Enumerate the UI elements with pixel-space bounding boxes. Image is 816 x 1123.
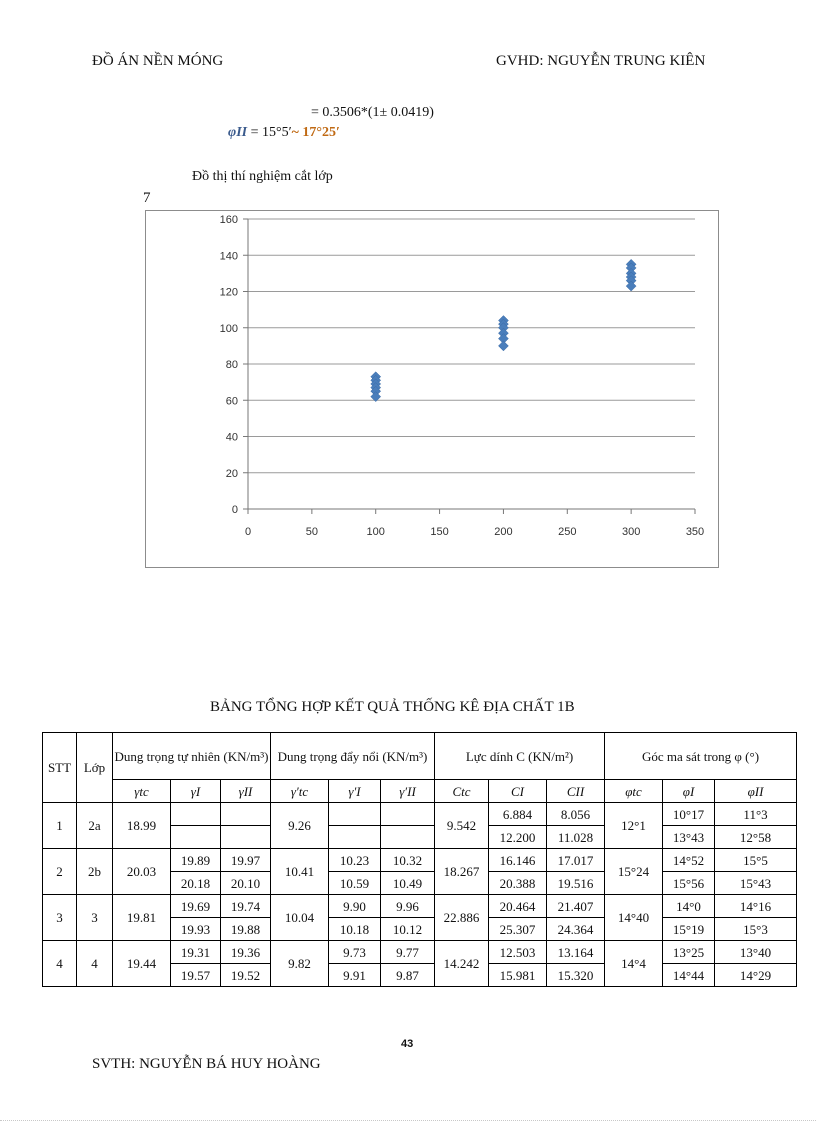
- cell-phi-ii: 12°58: [715, 826, 797, 849]
- cell-gamma-ii: [221, 826, 271, 849]
- cell-c-i: 15.981: [489, 964, 547, 987]
- cell-c-ii: 11.028: [547, 826, 605, 849]
- cell-stt: 1: [43, 803, 77, 849]
- cell-c-i: 25.307: [489, 918, 547, 941]
- cell-gamma-prime-tc: 9.82: [271, 941, 329, 987]
- cell-gamma-prime-ii: 10.49: [381, 872, 435, 895]
- page-number: 43: [401, 1038, 414, 1050]
- cell-c-tc: 9.542: [435, 803, 489, 849]
- layer-label: 7: [143, 190, 151, 206]
- cell-phi-tc: 14°40: [605, 895, 663, 941]
- cell-gamma-i: 19.93: [171, 918, 221, 941]
- cell-gamma-prime-i: 10.23: [329, 849, 381, 872]
- cell-lop: 2a: [77, 803, 113, 849]
- cell-gamma-prime-tc: 10.04: [271, 895, 329, 941]
- cell-phi-i: 15°56: [663, 872, 715, 895]
- subheader-c-ii: CII: [547, 780, 605, 803]
- cell-c-i: 20.388: [489, 872, 547, 895]
- subheader-gamma-tc: γtc: [113, 780, 171, 803]
- cell-phi-ii: 15°5: [715, 849, 797, 872]
- x-tick-label: 350: [685, 526, 705, 538]
- subheader-gamma-prime-i: γ′I: [329, 780, 381, 803]
- y-tick-label: 100: [219, 322, 238, 335]
- cell-gamma-prime-i: 9.73: [329, 941, 381, 964]
- cell-gamma-ii: 19.74: [221, 895, 271, 918]
- cell-c-ii: 8.056: [547, 803, 605, 826]
- cell-phi-ii: 15°3: [715, 918, 797, 941]
- page-bottom-divider: [0, 1120, 816, 1121]
- cell-gamma-prime-ii: [381, 803, 435, 826]
- cell-gamma-ii: [221, 803, 271, 826]
- y-tick-label: 140: [219, 250, 238, 263]
- header-left: ĐỒ ÁN NỀN MÓNG: [92, 53, 224, 69]
- cell-phi-i: 13°25: [663, 941, 715, 964]
- x-tick-label: 100: [366, 526, 385, 538]
- chart-frame: [145, 210, 719, 568]
- data-point: [498, 341, 508, 351]
- y-tick-label: 20: [225, 467, 238, 480]
- cell-gamma-i: [171, 826, 221, 849]
- formula-line-2: [228, 125, 340, 141]
- cell-gamma-prime-ii: 9.96: [381, 895, 435, 918]
- cell-c-ii: 19.516: [547, 872, 605, 895]
- cell-phi-i: 13°43: [663, 826, 715, 849]
- formula-line-1: = 0.3506*(1± 0.0419): [311, 105, 434, 120]
- x-tick-label: 200: [494, 526, 513, 538]
- cell-gamma-tc: 20.03: [113, 849, 171, 895]
- cell-gamma-i: 20.18: [171, 872, 221, 895]
- header-lop: Lớp: [77, 733, 113, 803]
- cell-gamma-i: 19.89: [171, 849, 221, 872]
- x-tick-label: 250: [558, 526, 577, 538]
- cell-phi-tc: 14°4: [605, 941, 663, 987]
- subheader-c-tc: Ctc: [435, 780, 489, 803]
- cell-phi-tc: 12°1: [605, 803, 663, 849]
- cell-lop: 2b: [77, 849, 113, 895]
- y-tick-label: 0: [231, 504, 238, 516]
- cell-gamma-i: 19.69: [171, 895, 221, 918]
- cell-phi-i: 14°0: [663, 895, 715, 918]
- cell-gamma-ii: 19.97: [221, 849, 271, 872]
- header-right: GVHD: NGUYỄN TRUNG KIÊN: [496, 53, 706, 69]
- cell-gamma-prime-i: 9.90: [329, 895, 381, 918]
- cell-gamma-ii: 20.10: [221, 872, 271, 895]
- table-title: BẢNG TỔNG HỢP KẾT QUẢ THỐNG KÊ ĐỊA CHẤT 1B: [210, 699, 575, 715]
- cell-gamma-prime-i: [329, 803, 381, 826]
- y-tick-label: 120: [219, 286, 238, 299]
- cell-gamma-i: 19.31: [171, 941, 221, 964]
- cell-phi-ii: 11°3: [715, 803, 797, 826]
- cell-phi-ii: 15°43: [715, 872, 797, 895]
- cell-gamma-ii: 19.88: [221, 918, 271, 941]
- cell-phi-tc: 15°24: [605, 849, 663, 895]
- cell-stt: 2: [43, 849, 77, 895]
- cell-gamma-prime-i: [329, 826, 381, 849]
- formula-line-2-prefix: = 15°5′: [247, 125, 292, 140]
- y-tick-label: 60: [225, 395, 238, 408]
- cell-c-ii: 15.320: [547, 964, 605, 987]
- cell-c-ii: 24.364: [547, 918, 605, 941]
- cell-phi-i: 15°19: [663, 918, 715, 941]
- cell-gamma-i: [171, 803, 221, 826]
- table-row: [43, 941, 797, 964]
- cell-gamma-prime-i: 9.91: [329, 964, 381, 987]
- cell-stt: 4: [43, 941, 77, 987]
- subheader-gamma-prime-tc: γ′tc: [271, 780, 329, 803]
- cell-phi-i: 14°44: [663, 964, 715, 987]
- cell-gamma-prime-ii: 10.12: [381, 918, 435, 941]
- cell-c-ii: 17.017: [547, 849, 605, 872]
- header-stt: STT: [43, 733, 77, 803]
- x-tick-label: 50: [305, 526, 318, 538]
- cell-phi-ii: 13°40: [715, 941, 797, 964]
- subheader-phi-i: φI: [663, 780, 715, 803]
- cell-c-tc: 22.886: [435, 895, 489, 941]
- cell-c-i: 16.146: [489, 849, 547, 872]
- cell-stt: 3: [43, 895, 77, 941]
- cell-gamma-tc: 19.44: [113, 941, 171, 987]
- cell-gamma-prime-ii: 9.77: [381, 941, 435, 964]
- phi-symbol: φII: [228, 125, 248, 140]
- cell-gamma-prime-tc: 10.41: [271, 849, 329, 895]
- cell-gamma-tc: 19.81: [113, 895, 171, 941]
- y-tick-label: 160: [219, 214, 238, 226]
- y-tick-label: 40: [225, 431, 238, 444]
- cell-c-i: 6.884: [489, 803, 547, 826]
- table-row: [43, 849, 797, 872]
- header-buoyant-unit-weight: Dung trọng đẩy nổi (KN/m³): [271, 733, 435, 780]
- cell-gamma-prime-ii: [381, 826, 435, 849]
- cell-gamma-prime-ii: 9.87: [381, 964, 435, 987]
- table-row: [43, 895, 797, 918]
- x-tick-label: 0: [244, 526, 252, 538]
- cell-phi-ii: 14°16: [715, 895, 797, 918]
- cell-gamma-ii: 19.52: [221, 964, 271, 987]
- cell-phi-i: 14°52: [663, 849, 715, 872]
- cell-c-i: 20.464: [489, 895, 547, 918]
- subheader-phi-ii: φII: [715, 780, 797, 803]
- y-tick-label: 80: [225, 359, 238, 371]
- cell-c-i: 12.503: [489, 941, 547, 964]
- cell-c-tc: 18.267: [435, 849, 489, 895]
- geology-summary-table: [42, 732, 797, 987]
- cell-c-ii: 21.407: [547, 895, 605, 918]
- cell-gamma-prime-ii: 10.32: [381, 849, 435, 872]
- x-tick-label: 150: [430, 526, 449, 538]
- subheader-gamma-prime-ii: γ′II: [381, 780, 435, 803]
- header-friction-angle: Góc ma sát trong φ (°): [605, 733, 797, 780]
- footer-author: SVTH: NGUYỄN BÁ HUY HOÀNG: [92, 1056, 321, 1072]
- cell-gamma-prime-tc: 9.26: [271, 803, 329, 849]
- header-cohesion: Lực dính C (KN/m²): [435, 733, 605, 780]
- table-header-row-1: [43, 733, 797, 780]
- cell-gamma-i: 19.57: [171, 964, 221, 987]
- cell-gamma-prime-i: 10.18: [329, 918, 381, 941]
- cell-gamma-tc: 18.99: [113, 803, 171, 849]
- table-body: [43, 733, 797, 987]
- cell-lop: 4: [77, 941, 113, 987]
- data-point: [626, 281, 636, 291]
- table-header-row-2: [43, 780, 797, 803]
- cell-c-i: 12.200: [489, 826, 547, 849]
- subheader-gamma-ii: γII: [221, 780, 271, 803]
- table-row: [43, 803, 797, 826]
- cell-gamma-ii: 19.36: [221, 941, 271, 964]
- cell-gamma-prime-i: 10.59: [329, 872, 381, 895]
- x-tick-label: 300: [621, 526, 641, 538]
- subheader-gamma-i: γI: [171, 780, 221, 803]
- cell-phi-i: 10°17: [663, 803, 715, 826]
- cell-c-tc: 14.242: [435, 941, 489, 987]
- header-natural-unit-weight: Dung trọng tự nhiên (KN/m³): [113, 733, 271, 780]
- subheader-phi-tc: φtc: [605, 780, 663, 803]
- scatter-chart: [146, 211, 718, 567]
- chart-caption: Đồ thị thí nghiệm cắt lớp: [192, 169, 333, 184]
- formula-line-2-suffix: ~ 17°25′: [291, 125, 340, 140]
- cell-lop: 3: [77, 895, 113, 941]
- cell-c-ii: 13.164: [547, 941, 605, 964]
- subheader-c-i: CI: [489, 780, 547, 803]
- cell-phi-ii: 14°29: [715, 964, 797, 987]
